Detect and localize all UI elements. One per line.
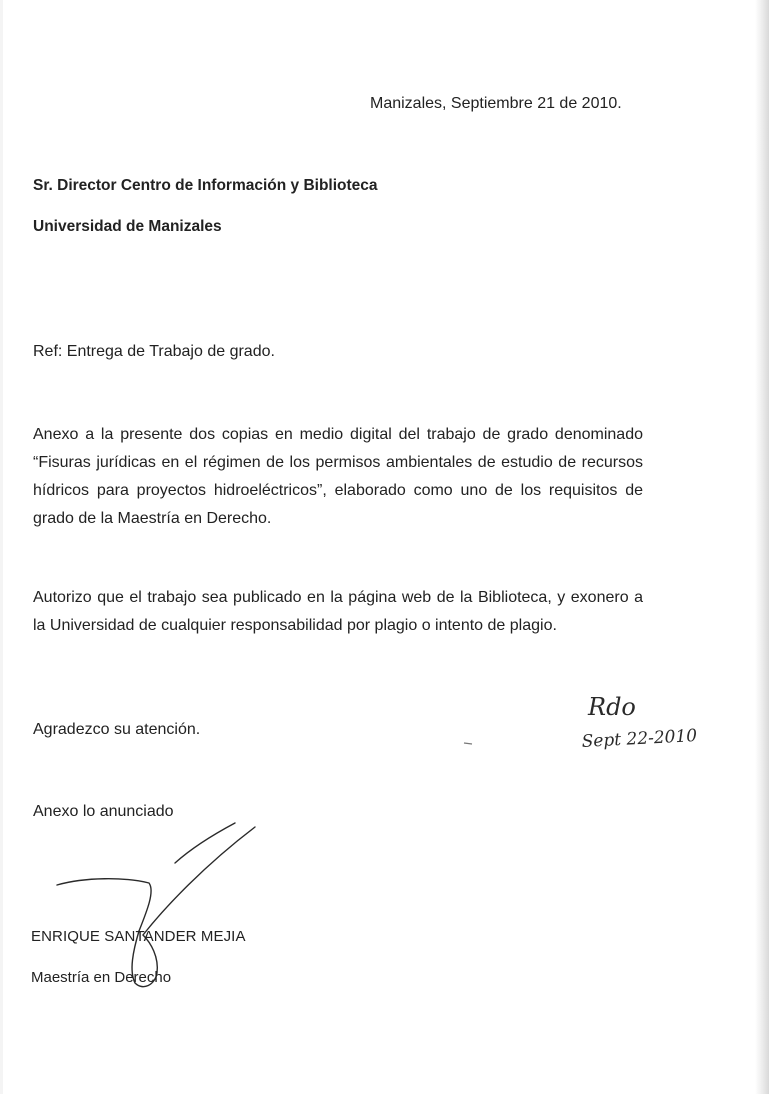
received-note-line-2: Sept 22-2010	[581, 725, 698, 752]
enclosure-note: Anexo lo anunciado	[33, 803, 174, 820]
scan-speck	[463, 741, 473, 746]
closing-line: Agradezco su atención.	[33, 721, 201, 738]
recipient-title: Sr. Director Centro de Información y Biblioteca	[33, 177, 378, 194]
body-paragraph-2: Autorizo que el trabajo sea publicado en la página web de la Biblioteca, y exonero a la Universidad de cualquier responsabilidad por plagio o intento de plagio.	[33, 589, 643, 634]
reference-line: Ref: Entrega de Trabajo de grado.	[33, 343, 275, 360]
recipient-institution: Universidad de Manizales	[33, 218, 222, 235]
scan-edge-right	[755, 0, 769, 1094]
signer-name: ENRIQUE SANTANDER MEJIA	[31, 928, 246, 945]
handwritten-received-note	[580, 685, 750, 765]
received-note-line-1: Rdo	[588, 693, 636, 721]
signer-program: Maestría en Derecho	[31, 969, 172, 986]
body-paragraph-1: Anexo a la presente dos copias en medio digital del trabajo de grado denominado “Fisuras jurídicas en el régimen de los permisos ambientales de estudio de recursos hídricos para proyectos hidroeléctricos”, elaborado como uno de los requisitos de grado de la Maestría en Derecho.	[33, 426, 643, 527]
scan-edge-left	[0, 0, 3, 1094]
letter-date: Manizales, Septiembre 21 de 2010.	[370, 95, 622, 112]
